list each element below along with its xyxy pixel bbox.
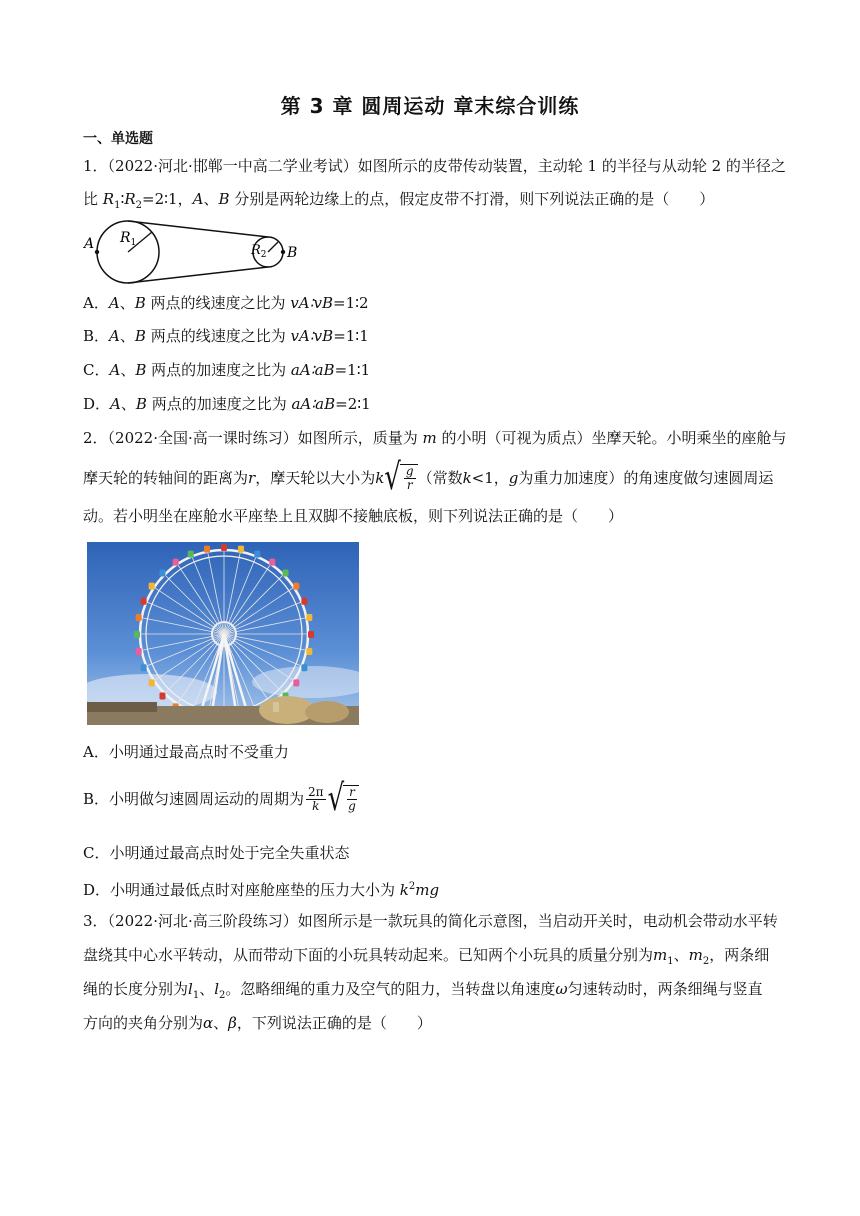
r1-symbol: $R_1$ <box>102 190 121 211</box>
ferris-wheel-photo <box>87 542 359 725</box>
q3-stem-line1: 3．（2022·河北·高三阶段练习）如图所示是一款玩具的简化示意图，当启动开关时，电动机会带动水平转 <box>83 912 778 930</box>
ferris-cabin <box>238 546 244 553</box>
q2-option-b: B．小明做匀速圆周运动的周期为 $\frac{2\pi}{k}$ √ $\frac{r}{g}$ <box>83 778 359 820</box>
ferris-cabin <box>149 583 155 590</box>
ferris-cabin <box>283 569 289 576</box>
sqrt-r-over-g: √ $\frac{r}{g}$ <box>328 785 359 813</box>
belt-drive-figure <box>80 216 310 288</box>
fig-label-a: A <box>84 236 95 252</box>
ferris-cabin <box>293 679 299 686</box>
ferris-cabin <box>269 559 275 566</box>
ferris-cabin <box>306 614 312 621</box>
ferris-cabin <box>221 544 227 551</box>
q2-option-a: A．小明通过最高点时不受重力 <box>83 743 289 761</box>
q2-option-c: C．小明通过最高点时处于完全失重状态 <box>83 844 350 862</box>
fig-label-r1: $R_1$ <box>120 230 137 248</box>
ferris-cabin <box>306 648 312 655</box>
ferris-cabin <box>141 664 147 671</box>
q2-stem-line3: 动。若小明坐在座舱水平座垫上且双脚不接触底板，则下列说法正确的是（ ） <box>83 507 624 525</box>
ferris-cabin <box>293 583 299 590</box>
radius-2-line <box>268 242 278 252</box>
ferris-cabin <box>173 559 179 566</box>
ferris-cabin <box>308 631 314 638</box>
ferris-cabin <box>301 598 307 605</box>
q3-stem-line3: 绳的长度分别为$l_1$、$l_2$。忽略细绳的重力及空气的阻力，当转盘以角速度ω匀速转动时，两条细绳与竖直 <box>83 980 763 1001</box>
q3-stem-line2: 盘绕其中心水平转动，从而带动下面的小玩具转动起来。已知两个小玩具的质量分别为$m_1$、$m_2$，两条细 <box>83 946 770 967</box>
ferris-cabin <box>134 631 140 638</box>
page-title: 第 3 章 圆周运动 章末综合训练 <box>280 94 580 118</box>
ferris-cabin <box>254 551 260 558</box>
q1-option-a: A．A、B 两点的线速度之比为 vA∶vB=1∶2 <box>83 294 369 312</box>
ferris-cabin <box>136 648 142 655</box>
ferris-cabin <box>159 693 165 700</box>
q1-option-c: C．A、B 两点的加速度之比为 aA∶aB=1∶1 <box>83 361 371 379</box>
ferris-cabin <box>141 598 147 605</box>
q1-option-d: D．A、B 两点的加速度之比为 aA∶aB=2∶1 <box>83 395 371 413</box>
q2-stem-line2: 摩天轮的转轴间的距离为 r ，摩天轮以大小为 k √ $\frac{g}{r}$ （常数 k <1， g 为重力加速度）的角速度做匀速圆周运 <box>83 457 774 499</box>
section-heading: 一、单选题 <box>83 131 153 147</box>
q1-option-b: B．A、B 两点的线速度之比为 vA∶vB=1∶1 <box>83 327 369 345</box>
fig-label-b: B <box>287 245 298 261</box>
ferris-cabin <box>188 551 194 558</box>
q3-stem-line4: 方向的夹角分别为α、β，下列说法正确的是（ ） <box>83 1014 432 1032</box>
point-a <box>95 250 99 254</box>
q1-stem-line1: 1．（2022·河北·邯郸一中高二学业考试）如图所示的皮带传动装置，主动轮 1 的半径与从动轮 2 的半径之 <box>83 157 786 175</box>
r2-symbol: $R_2$ <box>124 190 143 211</box>
q2-stem-line1: 2．（2022·全国·高一课时练习）如图所示，质量为 m 的小明（可视为质点）坐摩天轮。小明乘坐的座舱与 <box>83 429 787 447</box>
q2-option-d: D．小明通过最低点时对座舱座垫的压力大小为 $k^2mg$ <box>83 881 440 899</box>
sqrt-g-over-r: √ $\frac{g}{r}$ <box>384 464 417 492</box>
point-b <box>281 250 285 254</box>
ferris-cabin <box>301 664 307 671</box>
q1-stem-line2: 比 $R_1∶R_2=2∶1$，A、B 分别是两轮边缘上的点，假定皮带不打滑，则下列说法正确的是（ ） <box>83 190 715 211</box>
two-pi-over-k: $\frac{2\pi}{k}$ <box>308 784 324 813</box>
ferris-cabin <box>204 546 210 553</box>
ferris-cabin <box>136 614 142 621</box>
ferris-cabin <box>149 679 155 686</box>
ferris-cabin <box>159 569 165 576</box>
fig-label-r2: $R_2$ <box>251 243 267 260</box>
